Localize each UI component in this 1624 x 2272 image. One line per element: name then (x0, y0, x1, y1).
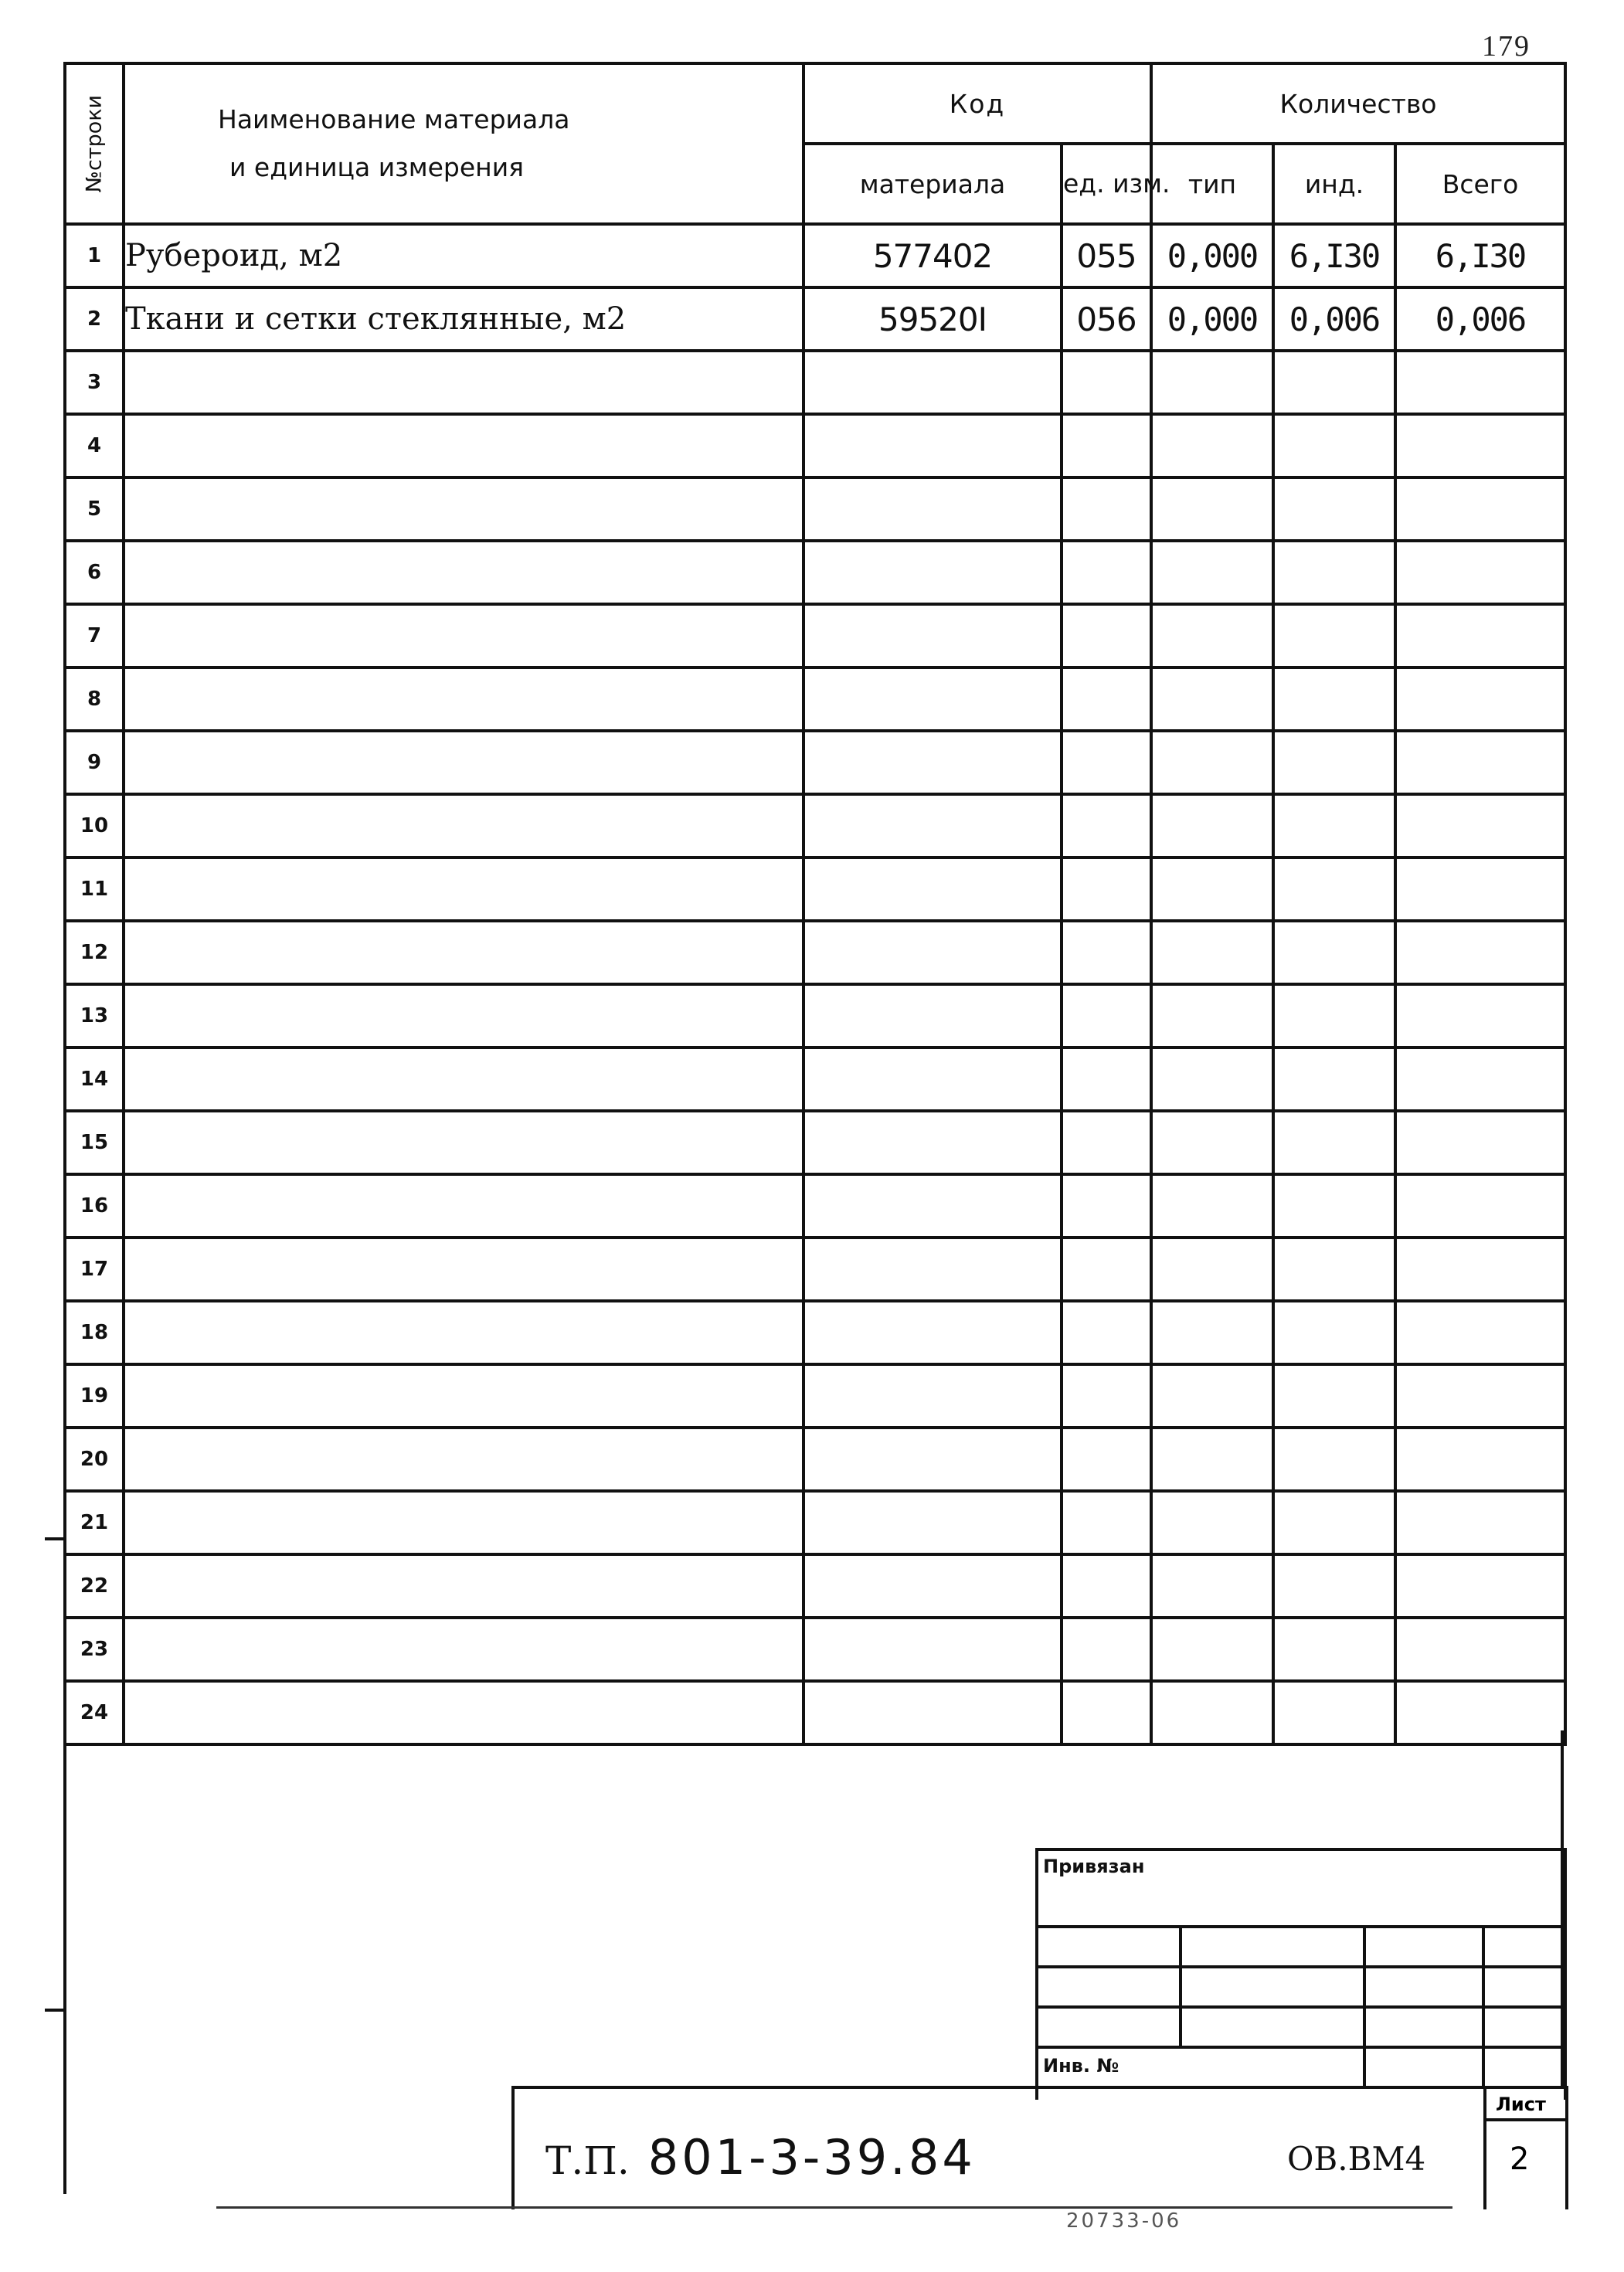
unit-code-cell (1062, 858, 1151, 921)
row-number-cell: 12 (65, 921, 124, 984)
qty-ind-cell (1273, 1554, 1395, 1618)
table-row (65, 351, 1565, 414)
qty-ind-cell (1273, 1618, 1395, 1681)
material-code-cell (804, 984, 1062, 1048)
material-name-cell (124, 794, 804, 858)
qty-ind-header: инд. (1273, 144, 1395, 224)
materials-table (63, 62, 1567, 1746)
margin-tick-1 (45, 1537, 66, 1540)
unit-code-cell (1062, 1238, 1151, 1301)
table-row (65, 1681, 1565, 1744)
qty-type-cell (1151, 984, 1273, 1048)
unit-code-cell (1062, 477, 1151, 541)
material-name-cell (124, 414, 804, 477)
unit-code-cell: 056 (1062, 287, 1151, 351)
qty-total-cell (1395, 667, 1565, 731)
material-name-cell (124, 667, 804, 731)
material-code-cell (804, 1301, 1062, 1364)
unit-code-cell: 055 (1062, 224, 1151, 287)
qty-total-cell (1395, 1111, 1565, 1174)
table-row (65, 287, 1565, 351)
stamp-vline-3 (1482, 1925, 1485, 2087)
row-number-cell: 20 (65, 1428, 124, 1491)
material-code-cell (804, 731, 1062, 794)
table-row (65, 858, 1565, 921)
unit-code-cell (1062, 1364, 1151, 1428)
unit-code-cell (1062, 1554, 1151, 1618)
title-block (511, 2086, 1568, 2209)
material-code-cell (804, 414, 1062, 477)
qty-type-cell (1151, 541, 1273, 604)
material-name-cell (124, 921, 804, 984)
qty-total-cell (1395, 858, 1565, 921)
qty-type-cell (1151, 477, 1273, 541)
unit-code-cell (1062, 1618, 1151, 1681)
qty-total-cell (1395, 1238, 1565, 1301)
margin-tick-2 (45, 2009, 66, 2012)
material-code-cell (804, 1681, 1062, 1744)
material-code-cell (804, 1618, 1062, 1681)
material-code-cell (804, 921, 1062, 984)
table-row (65, 1238, 1565, 1301)
row-number-cell: 11 (65, 858, 124, 921)
qty-type-cell: 0,000 (1151, 287, 1273, 351)
table-row (65, 477, 1565, 541)
unit-code-cell (1062, 1174, 1151, 1238)
qty-ind-cell: 6,I30 (1273, 224, 1395, 287)
material-code-cell (804, 1554, 1062, 1618)
qty-total-cell (1395, 984, 1565, 1048)
unit-code-cell (1062, 414, 1151, 477)
material-name-cell (124, 858, 804, 921)
qty-total-header: Всего (1395, 144, 1565, 224)
qty-ind-cell (1273, 1364, 1395, 1428)
unit-code-cell (1062, 667, 1151, 731)
material-name-cell (124, 1111, 804, 1174)
sheet-label: Лист (1496, 2094, 1546, 2115)
material-code-cell (804, 858, 1062, 921)
row-number-cell: 22 (65, 1554, 124, 1618)
qty-total-cell (1395, 604, 1565, 667)
material-code-cell (804, 794, 1062, 858)
qty-total-cell (1395, 794, 1565, 858)
inventory-number-label: Инв. № (1043, 2055, 1119, 2077)
sheet-box (1483, 2089, 1568, 2209)
material-name-cell (124, 1364, 804, 1428)
qty-total-cell (1395, 1048, 1565, 1111)
material-name-cell (124, 1428, 804, 1491)
material-name-cell (124, 1238, 804, 1301)
material-code-cell (804, 604, 1062, 667)
row-number-cell: 18 (65, 1301, 124, 1364)
unit-code-cell (1062, 1048, 1151, 1111)
qty-ind-cell (1273, 921, 1395, 984)
qty-total-cell (1395, 1491, 1565, 1554)
material-name-cell (124, 1618, 804, 1681)
qty-total-cell (1395, 1364, 1565, 1428)
qty-type-cell (1151, 1618, 1273, 1681)
material-code-cell: 577402 (804, 224, 1062, 287)
qty-total-cell (1395, 1554, 1565, 1618)
table-row (65, 1111, 1565, 1174)
bottom-rule (216, 2206, 1452, 2209)
qty-ind-cell (1273, 1048, 1395, 1111)
row-number-cell: 2 (65, 287, 124, 351)
qty-ind-cell (1273, 541, 1395, 604)
qty-ind-cell: 0,006 (1273, 287, 1395, 351)
table-row (65, 667, 1565, 731)
qty-ind-cell (1273, 858, 1395, 921)
row-number-cell: 6 (65, 541, 124, 604)
material-name-cell (124, 477, 804, 541)
table-row (65, 1048, 1565, 1111)
qty-ind-cell (1273, 1428, 1395, 1491)
qty-total-cell (1395, 477, 1565, 541)
row-number-cell: 7 (65, 604, 124, 667)
material-name-cell: Рубероид, м2 (124, 224, 804, 287)
qty-type-cell (1151, 1301, 1273, 1364)
table-row (65, 224, 1565, 287)
table-row (65, 414, 1565, 477)
qty-ind-cell (1273, 1491, 1395, 1554)
unit-code-cell (1062, 351, 1151, 414)
stamp-vline-1 (1179, 1925, 1182, 2046)
material-code-cell (804, 1491, 1062, 1554)
unit-code-cell (1062, 1428, 1151, 1491)
qty-type-header: тип (1151, 144, 1273, 224)
qty-type-cell (1151, 1681, 1273, 1744)
qty-type-cell (1151, 1428, 1273, 1491)
qty-type-cell: 0,000 (1151, 224, 1273, 287)
qty-type-cell (1151, 921, 1273, 984)
row-number-cell: 23 (65, 1618, 124, 1681)
footer-archive-number: 20733-06 (1066, 2209, 1182, 2233)
material-name-cell (124, 1554, 804, 1618)
unit-code-cell (1062, 731, 1151, 794)
qty-ind-cell (1273, 1681, 1395, 1744)
sheet-page-number: 179 (1482, 30, 1531, 63)
table-row (65, 794, 1565, 858)
material-name-header: Наименование материала и единица измерения (124, 63, 804, 224)
table-row (65, 921, 1565, 984)
row-number-cell: 10 (65, 794, 124, 858)
qty-total-cell (1395, 1681, 1565, 1744)
row-number-cell: 3 (65, 351, 124, 414)
table-row (65, 984, 1565, 1048)
stamp-vline-2 (1363, 1925, 1366, 2087)
row-number-cell: 8 (65, 667, 124, 731)
qty-ind-cell (1273, 731, 1395, 794)
unit-code-cell (1062, 1301, 1151, 1364)
unit-code-cell (1062, 921, 1151, 984)
qty-type-cell (1151, 858, 1273, 921)
qty-type-cell (1151, 1174, 1273, 1238)
qty-type-cell (1151, 794, 1273, 858)
qty-type-cell (1151, 1048, 1273, 1111)
qty-total-cell (1395, 731, 1565, 794)
qty-ind-cell (1273, 1111, 1395, 1174)
qty-ind-cell (1273, 477, 1395, 541)
material-name-cell (124, 541, 804, 604)
sheet-box-divider (1486, 2118, 1568, 2121)
project-code: Т.П. 801-3-39.84 (545, 2129, 976, 2185)
table-row (65, 1554, 1565, 1618)
material-name-cell (124, 1174, 804, 1238)
qty-ind-cell (1273, 1174, 1395, 1238)
row-number-cell: 15 (65, 1111, 124, 1174)
unit-code-cell (1062, 604, 1151, 667)
table-row (65, 1174, 1565, 1238)
row-number-cell: 1 (65, 224, 124, 287)
row-number-cell: 5 (65, 477, 124, 541)
qty-ind-cell (1273, 667, 1395, 731)
sheet-number-value: 2 (1510, 2141, 1530, 2177)
table-row (65, 731, 1565, 794)
qty-total-cell (1395, 351, 1565, 414)
material-name-cell (124, 984, 804, 1048)
qty-total-cell (1395, 414, 1565, 477)
qty-type-cell (1151, 351, 1273, 414)
table-row (65, 541, 1565, 604)
unit-code-cell (1062, 541, 1151, 604)
qty-type-cell (1151, 1238, 1273, 1301)
material-code-cell (804, 1111, 1062, 1174)
material-code-cell (804, 477, 1062, 541)
material-code-cell (804, 1428, 1062, 1491)
document-code: ОВ.ВМ4 (1287, 2140, 1426, 2178)
qty-type-cell (1151, 1364, 1273, 1428)
row-number-cell: 24 (65, 1681, 124, 1744)
code-group-header: Код (804, 63, 1151, 144)
row-number-cell: 4 (65, 414, 124, 477)
qty-ind-cell (1273, 984, 1395, 1048)
qty-ind-cell (1273, 1238, 1395, 1301)
material-name-cell (124, 1301, 804, 1364)
table-row (65, 1491, 1565, 1554)
qty-type-cell (1151, 604, 1273, 667)
material-code-cell (804, 667, 1062, 731)
qty-ind-cell (1273, 414, 1395, 477)
bound-label: Привязан (1043, 1856, 1145, 1877)
unit-code-cell (1062, 1681, 1151, 1744)
left-margin-line (63, 1730, 66, 2194)
row-number-cell: 13 (65, 984, 124, 1048)
qty-type-cell (1151, 414, 1273, 477)
unit-code-cell (1062, 1111, 1151, 1174)
unit-code-cell (1062, 1491, 1151, 1554)
qty-total-cell: 0,006 (1395, 287, 1565, 351)
table-row (65, 1428, 1565, 1491)
row-number-cell: 9 (65, 731, 124, 794)
qty-ind-cell (1273, 351, 1395, 414)
row-number-cell: 16 (65, 1174, 124, 1238)
material-code-cell (804, 351, 1062, 414)
quantity-group-header: Количество (1151, 63, 1565, 144)
qty-type-cell (1151, 667, 1273, 731)
code-material-header: материала (804, 144, 1062, 224)
table-row (65, 1618, 1565, 1681)
material-code-cell (804, 1238, 1062, 1301)
qty-total-cell (1395, 921, 1565, 984)
qty-total-cell (1395, 1301, 1565, 1364)
table-row (65, 604, 1565, 667)
qty-type-cell (1151, 1554, 1273, 1618)
material-name-cell (124, 604, 804, 667)
qty-total-cell (1395, 541, 1565, 604)
material-code-cell (804, 1048, 1062, 1111)
material-name-cell (124, 731, 804, 794)
material-name-cell (124, 1491, 804, 1554)
qty-total-cell (1395, 1428, 1565, 1491)
material-name-cell (124, 1048, 804, 1111)
unit-code-cell (1062, 984, 1151, 1048)
row-number-cell: 14 (65, 1048, 124, 1111)
code-unit-header: ед. изм. (1062, 144, 1151, 224)
qty-total-cell: 6,I30 (1395, 224, 1565, 287)
material-code-cell (804, 1174, 1062, 1238)
unit-code-cell (1062, 794, 1151, 858)
qty-total-cell (1395, 1618, 1565, 1681)
row-number-header: №строки (65, 63, 124, 224)
row-number-cell: 19 (65, 1364, 124, 1428)
qty-type-cell (1151, 731, 1273, 794)
qty-total-cell (1395, 1174, 1565, 1238)
qty-ind-cell (1273, 604, 1395, 667)
material-code-cell (804, 541, 1062, 604)
qty-type-cell (1151, 1491, 1273, 1554)
qty-type-cell (1151, 1111, 1273, 1174)
row-number-cell: 17 (65, 1238, 124, 1301)
material-name-cell (124, 1681, 804, 1744)
table-row (65, 1301, 1565, 1364)
qty-ind-cell (1273, 794, 1395, 858)
material-name-cell: Ткани и сетки стеклянные, м2 (124, 287, 804, 351)
table-row (65, 1364, 1565, 1428)
material-code-cell: 59520I (804, 287, 1062, 351)
qty-ind-cell (1273, 1301, 1395, 1364)
material-name-cell (124, 351, 804, 414)
material-code-cell (804, 1364, 1062, 1428)
row-number-cell: 21 (65, 1491, 124, 1554)
